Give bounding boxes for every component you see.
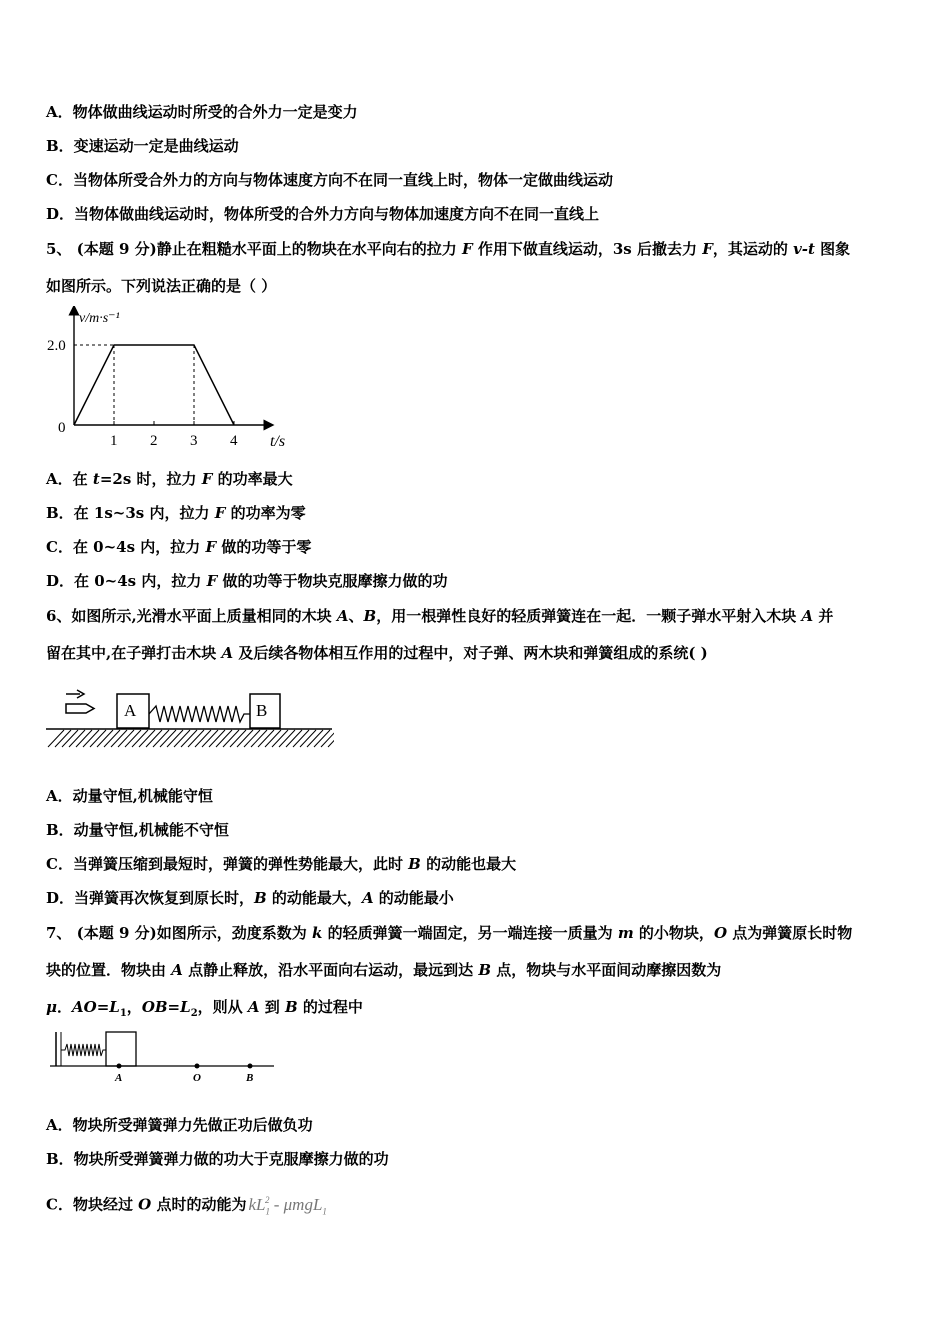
q5-option-c: C．在 0~4s 内，拉力 F 做的功等于零 [46, 538, 312, 556]
hatch-line [223, 730, 239, 747]
y-axis-label: v/m·s⁻¹ [79, 311, 120, 326]
hatch-line [307, 730, 323, 747]
q6-option-a: A．动量守恒,机械能守恒 [46, 787, 213, 805]
q7-option-a: A．物块所受弹簧弹力先做正功后做负功 [46, 1116, 313, 1134]
hatch-line [300, 730, 316, 747]
label-a: A [115, 1072, 123, 1084]
hatch-line [125, 730, 141, 747]
q5-option-a: A．在 t=2s 时，拉力 F 的功率最大 [46, 470, 293, 488]
hatch-line [195, 730, 211, 747]
kinetic-energy-formula: $kL_1^2 - \mu mgL_1$ [248, 1194, 327, 1217]
hatch-line [62, 730, 78, 747]
point-o [195, 1064, 200, 1069]
q4-option-a: A．物体做曲线运动时所受的合外力一定是变力 [46, 103, 358, 121]
hatch-line [272, 730, 288, 747]
x-tick-label-0: 0 [58, 420, 66, 436]
hatch-line [69, 730, 85, 747]
q7-stem: 7、 (本题 9 分)如图所示，劲度系数为 k 的轻质弹簧一端固定，另一端连接一质量为 m 的小物块，O 点为弹簧原长时物 [46, 924, 853, 942]
hatch-line [258, 730, 274, 747]
hatch-line [209, 730, 225, 747]
hatch-line [160, 730, 176, 747]
point-b [248, 1064, 253, 1069]
hatch-line [139, 730, 155, 747]
q7-stem-line3: μ．$AO=L_1$，$OB=L_2$，则从 A 到 B 的过程中 [46, 998, 363, 1019]
q5-stem-line2: 如图所示。下列说法正确的是（ ） [46, 277, 277, 295]
hatch-line [216, 730, 232, 747]
q5-stem: 5、 (本题 9 分)静止在粗糙水平面上的物块在水平向右的拉力 F 作用下做直线运动，3s 后撤去力 F，其运动的 v-t 图象 [46, 240, 851, 258]
vt-series-line [74, 345, 234, 425]
block-b-label: B [256, 701, 268, 720]
hatch-line [153, 730, 169, 747]
q6-option-b: B．动量守恒,机械能不守恒 [46, 821, 229, 839]
q7-stem-line2: 块的位置．物块由 A 点静止释放，沿水平面向右运动，最远到达 B 点，物块与水平面间动摩擦因数为 [46, 961, 722, 979]
q6-stem-line2: 留在其中,在子弹打击木块 A 及后续各物体相互作用的过程中，对子弹、两木块和弹簧组成的系统( ) [46, 644, 708, 662]
hatch-line [76, 730, 92, 747]
x-tick-label-2: 2 [150, 433, 158, 449]
q7-option-c: C．物块经过 O 点时的动能为 $kL_1^2 - \mu mgL_1$ [46, 1194, 327, 1217]
point-a [117, 1064, 122, 1069]
q5-option-d: D．在 0~4s 内，拉力 F 做的功等于物块克服摩擦力做的功 [46, 572, 448, 590]
spring [149, 706, 250, 722]
hatch-line [146, 730, 162, 747]
hatch-line [181, 730, 197, 747]
hatch-line [244, 730, 260, 747]
hatch-line [132, 730, 148, 747]
hatch-line [48, 730, 64, 747]
hatch-line [55, 730, 71, 747]
y-tick-label: 2.0 [47, 338, 66, 354]
ground-hatching [48, 730, 334, 747]
hatch-line [83, 730, 99, 747]
bullet [66, 704, 94, 713]
spring-block-figure [44, 1030, 284, 1088]
hatch-line [111, 730, 127, 747]
x-tick-label-4: 4 [230, 433, 238, 449]
hatch-line [293, 730, 309, 747]
hatch-line [97, 730, 113, 747]
hatch-line [265, 730, 281, 747]
block [106, 1032, 136, 1066]
x-axis-label: t/s [270, 433, 286, 450]
x-tick-label-1: 1 [110, 433, 118, 449]
spring [61, 1044, 106, 1056]
hatch-line [188, 730, 204, 747]
hatch-line [202, 730, 218, 747]
hatch-line [104, 730, 120, 747]
q4-option-c: C．当物体所受合外力的方向与物体速度方向不在同一直线上时，物体一定做曲线运动 [46, 171, 613, 189]
hatch-line [90, 730, 106, 747]
q6-stem: 6、如图所示,光滑水平面上质量相同的木块 A、B，用一根弹性良好的轻质弹簧连在一起．一颗子弹水平射入木块 A 并 [46, 607, 834, 625]
q4-option-b: B．变速运动一定是曲线运动 [46, 137, 239, 155]
hatch-line [314, 730, 330, 747]
block-a-label: A [124, 701, 137, 720]
hatch-line [286, 730, 302, 747]
hatch-line [237, 730, 253, 747]
q6-option-c: C．当弹簧压缩到最短时，弹簧的弹性势能最大，此时 B 的动能也最大 [46, 855, 517, 873]
q6-option-d: D．当弹簧再次恢复到原长时，B 的动能最大，A 的动能最小 [46, 889, 454, 907]
q7-option-b: B．物块所受弹簧弹力做的功大于克服摩擦力做的功 [46, 1150, 389, 1168]
hatch-line [118, 730, 134, 747]
q4-option-d: D．当物体做曲线运动时，物体所受的合外力方向与物体加速度方向不在同一直线上 [46, 205, 600, 223]
hatch-line [251, 730, 267, 747]
hatch-line [230, 730, 246, 747]
hatch-line [167, 730, 183, 747]
bullet-spring-figure [44, 684, 334, 754]
q5-option-b: B．在 1s~3s 内，拉力 F 的功率为零 [46, 504, 306, 522]
hatch-line [279, 730, 295, 747]
hatch-line [174, 730, 190, 747]
label-b: B [246, 1072, 254, 1084]
label-o: O [193, 1072, 201, 1084]
x-tick-label-3: 3 [190, 433, 198, 449]
vt-graph [44, 306, 304, 456]
